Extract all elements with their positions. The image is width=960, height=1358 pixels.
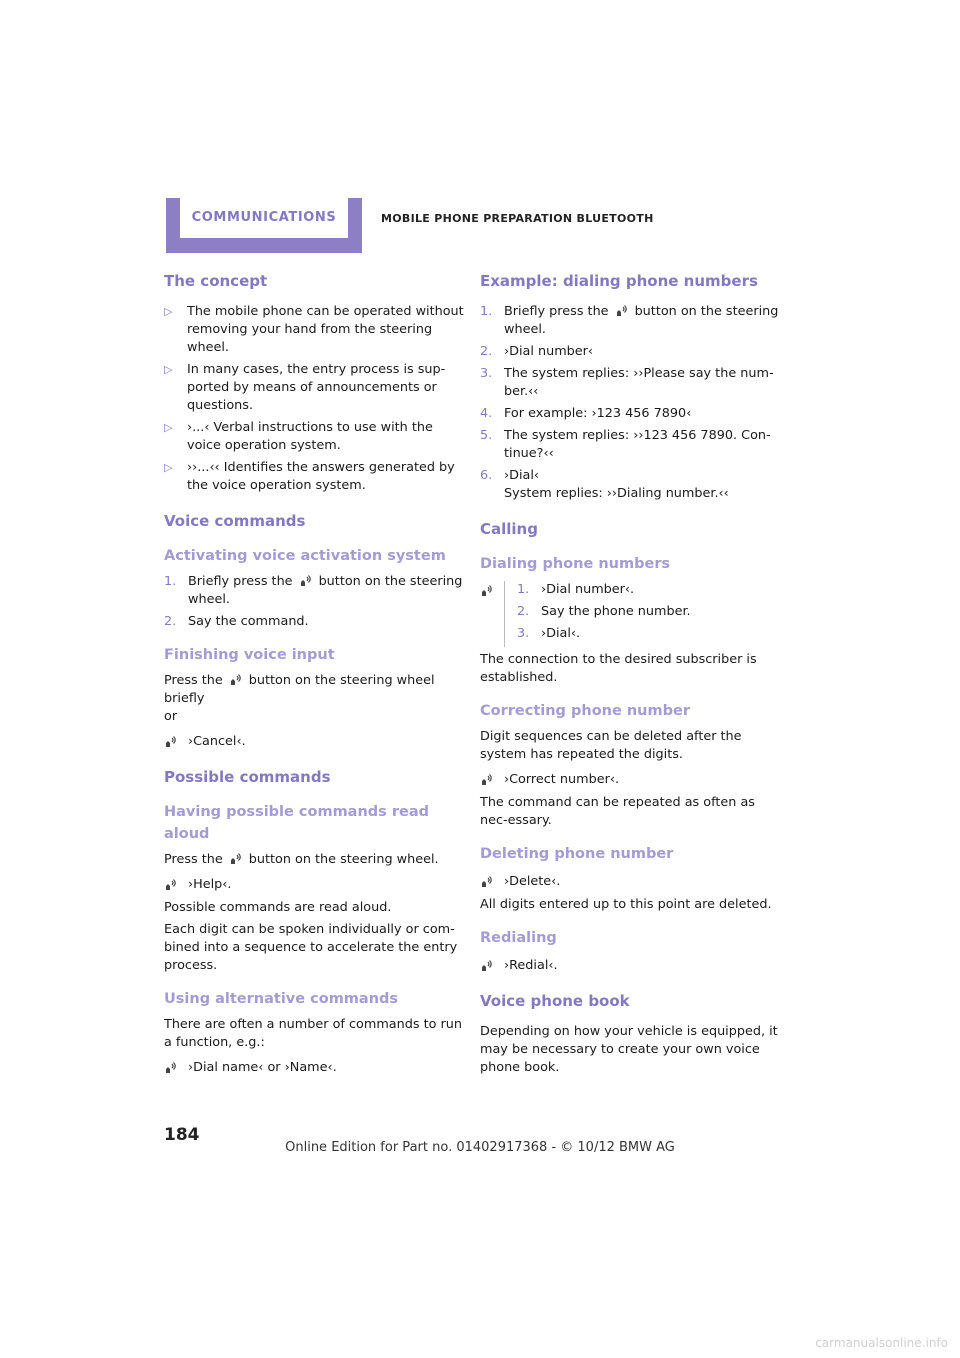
voice-command: ›Delete‹. (480, 871, 780, 891)
chapter-title: MOBILE PHONE PREPARATION BLUETOOTH (381, 212, 654, 225)
bullet-marker: ▷ (164, 421, 173, 434)
finishing-heading: Finishing voice input (164, 647, 335, 663)
finishing-text: Press the button on the steering wheel (164, 673, 435, 688)
finishing-text-3: or (164, 709, 178, 724)
voice-button-icon (615, 303, 629, 317)
section-tab (166, 198, 362, 253)
alternative-text: There are often a number of commands to run a function, e.g.: (164, 1017, 462, 1050)
alternative-heading: Using alternative commands (164, 991, 399, 1007)
calling-heading: Calling (480, 520, 538, 538)
readaloud-text: Press the button on the steering wheel. (164, 852, 439, 867)
deleting-heading: Deleting phone number (480, 846, 674, 862)
left-column (164, 270, 464, 1082)
voice-command-icon (480, 772, 494, 786)
activating-step: 1. Briefly press the button on the steering wheel. (164, 574, 463, 607)
example-heading: Example: dialing phone numbers (480, 272, 758, 290)
correcting-heading: Correcting phone number (480, 703, 690, 719)
readaloud-p2: Each digit can be spoken individually or com-bined into a sequence to accelerate the entry process. (164, 922, 458, 973)
example-step: 4. For example: ›123 456 7890‹ (480, 406, 692, 421)
voice-command: ›Help‹. (164, 874, 464, 894)
voice-button-icon (299, 573, 313, 587)
dialing-steps (504, 581, 691, 647)
bullet-marker: ▷ (164, 461, 173, 474)
voice-command: ›Dial name‹ or ›Name‹. (164, 1057, 464, 1077)
voice-command-icon (480, 583, 494, 597)
bullet-marker: ▷ (164, 363, 173, 376)
example-step: 1. Briefly press the button on the steering wheel. (480, 304, 779, 337)
voice-button-icon (229, 851, 243, 865)
dialing-text: The connection to the desired subscriber is established. (480, 652, 757, 685)
section-title: COMMUNICATIONS (191, 210, 337, 225)
dialing-step: 1. ›Dial number‹. (517, 582, 635, 597)
concept-item: ▷ In many cases, the entry process is sup-ported by means of announcements or questions. (164, 362, 446, 413)
activating-heading: Activating voice activation system (164, 548, 446, 564)
voice-command-icon (164, 734, 178, 748)
phonebook-text: Depending on how your vehicle is equipped, it may be necessary to create your own voice phone book. (480, 1024, 778, 1075)
deleting-text: All digits entered up to this point are deleted. (480, 897, 772, 912)
readaloud-heading: Having possible commands read aloud (164, 804, 429, 842)
watermark: carmanualsonline.info (815, 1336, 948, 1350)
example-step: 5. The system replies: ››123 456 7890. Con-tinue?‹‹ (480, 428, 771, 461)
dialing-heading: Dialing phone numbers (480, 556, 671, 572)
right-column (480, 270, 780, 1077)
example-step: 3. The system replies: ››Please say the num-ber.‹‹ (480, 366, 774, 399)
finishing-text-2: briefly (164, 691, 205, 706)
dialing-block (480, 581, 780, 651)
page-number: 184 (164, 1125, 200, 1145)
voice-command-icon (164, 877, 178, 891)
redialing-heading: Redialing (480, 930, 557, 946)
activating-step: 2. Say the command. (164, 614, 309, 629)
voice-command-icon (480, 958, 494, 972)
voice-commands-heading: Voice commands (164, 512, 306, 530)
example-step: 6. ›Dial‹ System replies: ››Dialing number.‹‹ (480, 468, 729, 501)
correcting-text-2: The command can be repeated as often as nec-essary. (480, 795, 755, 828)
dialing-step: 2. Say the phone number. (517, 604, 691, 619)
voice-command: ›Cancel‹. (164, 731, 464, 751)
concept-heading: The concept (164, 272, 268, 290)
voice-command-icon (480, 874, 494, 888)
voice-command: ›Correct number‹. (480, 769, 780, 789)
concept-item: ▷ ›...‹ Verbal instructions to use with the voice operation system. (164, 420, 433, 453)
concept-item: ▷ The mobile phone can be operated without removing your hand from the steering wheel. (164, 304, 464, 355)
footer-text: Online Edition for Part no. 01402917368 - © 10/12 BMW AG (285, 1140, 675, 1155)
dialing-step: 3. ›Dial‹. (517, 626, 581, 641)
voice-button-icon (229, 672, 243, 686)
concept-item: ▷ ››...‹‹ Identifies the answers generated by the voice operation system. (164, 460, 455, 493)
voice-command-icon (164, 1060, 178, 1074)
possible-commands-heading: Possible commands (164, 768, 331, 786)
phonebook-heading: Voice phone book (480, 992, 630, 1010)
example-step: 2. ›Dial number‹ (480, 344, 594, 359)
section-tab-inner (180, 198, 348, 238)
voice-command: ›Redial‹. (480, 955, 780, 975)
correcting-text: Digit sequences can be deleted after the system has repeated the digits. (480, 729, 742, 762)
readaloud-p1: Possible commands are read aloud. (164, 900, 392, 915)
bullet-marker: ▷ (164, 305, 173, 318)
